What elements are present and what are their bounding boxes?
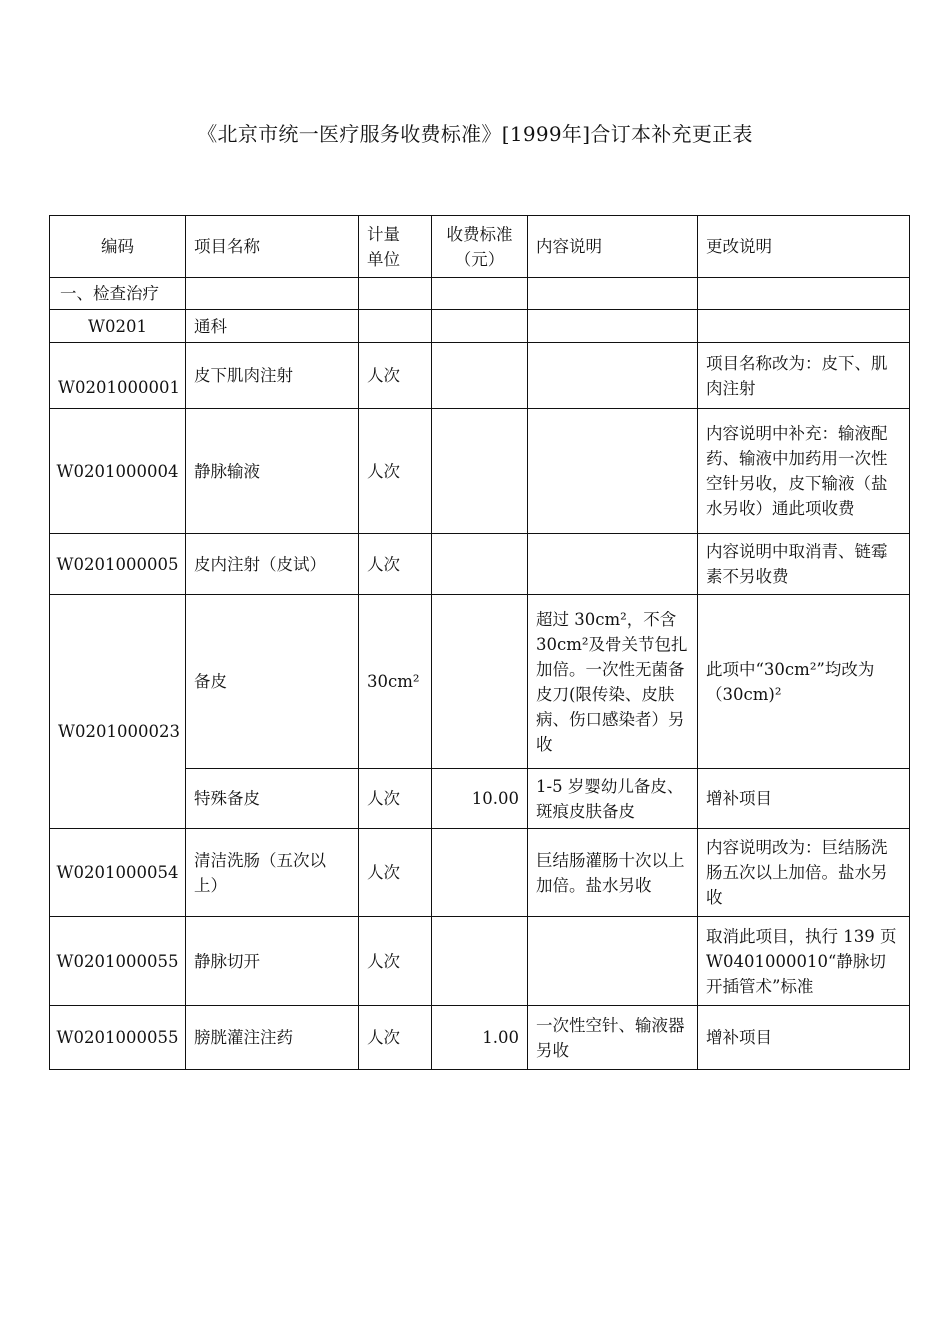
row-name: 皮内注射（皮试）	[186, 534, 359, 595]
table-row	[50, 595, 910, 769]
row-unit: 人次	[359, 769, 432, 829]
row-unit: 人次	[359, 917, 432, 1006]
row-name: 膀胱灌注注药	[186, 1006, 359, 1070]
row-name: 清洁洗肠（五次以上）	[186, 829, 359, 917]
header-unit	[359, 216, 432, 278]
row-content: 一次性空针、输液器另收	[528, 1006, 698, 1070]
header-content: 内容说明	[528, 216, 698, 278]
header-code: 编码	[50, 216, 186, 278]
row-code: W0201000005	[50, 534, 186, 595]
row-code: W0201000055	[50, 917, 186, 1006]
row-name: 皮下肌肉注射	[186, 343, 359, 409]
row-name: 特殊备皮	[186, 769, 359, 829]
row-code	[50, 343, 186, 409]
header-price-line1: 收费标准	[446, 224, 513, 244]
header-price-line2: （元）	[454, 249, 505, 269]
row-price	[432, 829, 528, 917]
section-label: 一、检查治疗	[50, 278, 186, 310]
table-row	[50, 534, 910, 595]
row-price	[432, 534, 528, 595]
row-unit: 人次	[359, 343, 432, 409]
row-change: 内容说明中取消青、链霉素不另收费	[698, 534, 910, 595]
row-unit: 人次	[359, 829, 432, 917]
row-content	[528, 343, 698, 409]
row-unit: 人次	[359, 1006, 432, 1070]
group-row	[50, 310, 910, 343]
row-change: 取消此项目，执行 139 页 W0401000010“静脉切开插管术”标准	[698, 917, 910, 1006]
table-header-row	[50, 216, 910, 278]
header-price	[432, 216, 528, 278]
header-unit-line1: 计量	[367, 224, 400, 244]
row-code: W0201000054	[50, 829, 186, 917]
table-row	[50, 1006, 910, 1070]
row-code	[50, 595, 186, 829]
row-price	[432, 595, 528, 769]
table-row	[50, 917, 910, 1006]
row-content	[528, 534, 698, 595]
row-price	[432, 917, 528, 1006]
row-content	[528, 409, 698, 534]
group-code: W0201	[50, 310, 186, 343]
row-code-text: W0201000023	[58, 722, 180, 741]
row-code: W0201000055	[50, 1006, 186, 1070]
row-change: 内容说明中补充：输液配药、输液中加药用一次性空针另收，皮下输液（盐水另收）通此项收费	[698, 409, 910, 534]
row-price	[432, 343, 528, 409]
row-price: 1.00	[432, 1006, 528, 1070]
table-row	[50, 409, 910, 534]
header-name: 项目名称	[186, 216, 359, 278]
row-unit: 30cm²	[359, 595, 432, 769]
row-content: 1-5 岁婴幼儿备皮、斑痕皮肤备皮	[528, 769, 698, 829]
row-name: 静脉输液	[186, 409, 359, 534]
row-code: W0201000004	[50, 409, 186, 534]
row-content: 巨结肠灌肠十次以上加倍。盐水另收	[528, 829, 698, 917]
row-price: 10.00	[432, 769, 528, 829]
row-content	[528, 917, 698, 1006]
row-change: 增补项目	[698, 1006, 910, 1070]
document-title: 《北京市统一医疗服务收费标准》[1999年]合订本补充更正表	[197, 122, 753, 146]
table-row	[50, 343, 910, 409]
group-name: 通科	[186, 310, 359, 343]
row-name: 静脉切开	[186, 917, 359, 1006]
row-change: 项目名称改为：皮下、肌肉注射	[698, 343, 910, 409]
table-row	[50, 829, 910, 917]
row-change: 增补项目	[698, 769, 910, 829]
row-change: 此项中“30cm²”均改为（30cm)²	[698, 595, 910, 769]
row-unit: 人次	[359, 409, 432, 534]
section-row	[50, 278, 910, 310]
header-change: 更改说明	[698, 216, 910, 278]
row-content: 超过 30cm²，不含30cm²及骨关节包扎加倍。一次性无菌备皮刀(限传染、皮肤病、伤口感染者）另收	[528, 595, 698, 769]
fee-correction-table	[49, 215, 910, 1070]
row-code-text: W0201000001	[58, 378, 180, 397]
header-unit-line2: 单位	[367, 249, 400, 269]
row-name: 备皮	[186, 595, 359, 769]
row-unit: 人次	[359, 534, 432, 595]
row-price	[432, 409, 528, 534]
row-change: 内容说明改为：巨结肠洗肠五次以上加倍。盐水另收	[698, 829, 910, 917]
